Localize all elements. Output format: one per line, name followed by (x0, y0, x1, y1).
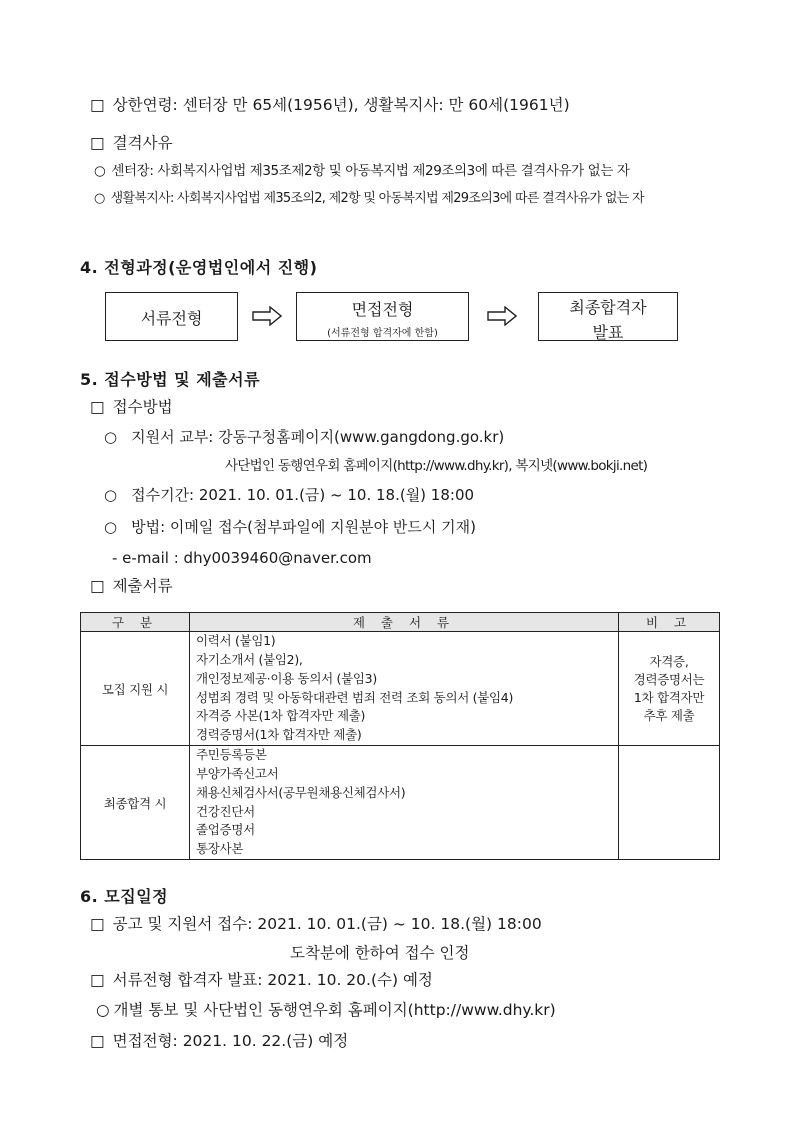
note-line: 추후 제출 (643, 707, 695, 723)
circle-bullet-icon: ○ (104, 428, 118, 446)
note-line: 경력증명서는 (633, 671, 705, 687)
circle-bullet-icon: ○ (94, 191, 105, 206)
period-text: 접수기간: 2021. 10. 01.(금) ~ 10. 18.(월) 18:00 (131, 486, 475, 504)
right-arrow-icon (487, 306, 517, 326)
square-bullet-icon: □ (90, 1032, 105, 1050)
flow-step-label: 서류전형 (140, 309, 203, 328)
square-bullet-icon: □ (90, 915, 105, 933)
table-header-cell: 제 출 서 류 (190, 613, 619, 632)
table-note-cell (619, 746, 720, 860)
circle-bullet-icon: ○ (94, 163, 106, 179)
doc-result-text: 서류전형 합격자 발표: 2021. 10. 20.(수) 예정 (112, 971, 433, 989)
table-category-cell: 모집 지원 시 (81, 632, 190, 746)
distribution-text: 지원서 교부: 강동구청홈페이지(www.gangdong.go.kr) (131, 428, 505, 446)
age-limit-text: 상한연령: 센터장 만 65세(1956년), 생활복지사: 만 60세(1961년) (112, 96, 570, 114)
document-item: 개인정보제공·이용 동의서 (붙임3) (196, 670, 377, 686)
distribution-cont-line: 사단법인 동행연우회 홈페이지(http://www.dhy.kr), 복지넷(www.bokji.net) (225, 458, 648, 474)
method-title: 접수방법 (112, 398, 173, 416)
disqualification-item-text: 센터장: 사회복지사업법 제35조제2항 및 아동복지법 제29조의3에 따른 결격사유가 없는 자 (111, 163, 630, 179)
section6-title: 6. 모집일정 (80, 887, 169, 906)
documents-title: 제출서류 (112, 577, 173, 595)
documents-table (80, 612, 720, 860)
flow-step-interview (296, 292, 469, 341)
way-text: 방법: 이메일 접수(첨부파일에 지원분야 반드시 기재) (131, 518, 476, 536)
document-item: 건강진단서 (196, 803, 255, 819)
way-line (104, 517, 476, 537)
disqualification-title: 결격사유 (112, 134, 173, 152)
flow-step-document (105, 292, 238, 341)
disqualification-item (94, 189, 644, 209)
announce-line (90, 914, 542, 934)
flow-step-label: 최종합격자 (569, 298, 647, 317)
table-header-cell: 구 분 (81, 613, 190, 632)
document-item: 졸업증명서 (196, 822, 255, 838)
square-bullet-icon: □ (90, 971, 105, 989)
disqualification-title-line (90, 133, 173, 153)
document-item: 경력증명서(1차 합격자만 제출) (196, 726, 362, 742)
documents-title-line (90, 576, 173, 596)
table-row (81, 746, 720, 860)
table-items-cell (190, 746, 619, 860)
method-title-line (90, 397, 173, 417)
notify-line (96, 1000, 556, 1020)
square-bullet-icon: □ (90, 96, 105, 114)
notify-text: 개별 통보 및 사단법인 동행연우회 홈페이지(http://www.dhy.kr) (113, 1001, 556, 1019)
table-header-cell: 비 고 (619, 613, 720, 632)
table-note-cell (619, 632, 720, 746)
interview-text: 면접전형: 2021. 10. 22.(금) 예정 (112, 1032, 349, 1050)
section4-title: 4. 전형과정(운영법인에서 진행) (80, 258, 318, 277)
document-item: 자기소개서 (붙임2), (196, 652, 303, 668)
circle-bullet-icon: ○ (104, 486, 118, 504)
announce-text: 공고 및 지원서 접수: 2021. 10. 01.(금) ~ 10. 18.(월) 18:00 (112, 915, 542, 933)
disqualification-item-text: 생활복지사: 사회복지사업법 제35조의2, 제2항 및 아동복지법 제29조의3에 따른 결격사유가 없는 자 (110, 191, 644, 206)
document-item: 이력서 (붙임1) (196, 633, 276, 649)
age-limit-line (90, 95, 570, 115)
interview-line (90, 1031, 348, 1051)
document-item: 부양가족신고서 (196, 766, 279, 782)
table-header-row (81, 613, 720, 632)
document-item: 채용신체검사서(공무원채용신체검사서) (196, 784, 406, 800)
table-row (81, 632, 720, 746)
right-arrow-icon (252, 306, 282, 326)
square-bullet-icon: □ (90, 398, 105, 416)
section5-title: 5. 접수방법 및 제출서류 (80, 370, 261, 389)
announce-note: 도착분에 한하여 접수 인정 (290, 944, 470, 962)
table-items-cell (190, 632, 619, 746)
flow-step-sublabel: (서류전형 합격자에 한함) (327, 328, 438, 339)
period-line (104, 485, 474, 505)
table-category-cell: 최종합격 시 (81, 746, 190, 860)
note-line: 자격증, (649, 653, 689, 669)
document-item: 주민등록등본 (196, 747, 267, 763)
email-line: - e-mail : dhy0039460@naver.com (112, 549, 372, 567)
flow-step-label: 발표 (592, 323, 624, 342)
note-line: 1차 합격자만 (633, 689, 705, 705)
square-bullet-icon: □ (90, 134, 105, 152)
circle-bullet-icon: ○ (104, 518, 118, 536)
circle-bullet-icon: ○ (96, 1001, 110, 1019)
doc-result-line (90, 970, 433, 990)
document-item: 자격증 사본(1차 합격자만 제출) (196, 708, 366, 724)
distribution-line (104, 427, 504, 447)
square-bullet-icon: □ (90, 577, 105, 595)
document-item: 성범죄 경력 및 아동학대관련 범죄 전력 조회 동의서 (붙임4) (196, 689, 514, 705)
document-item: 통장사본 (196, 840, 244, 856)
flow-step-label: 면접전형 (351, 300, 414, 319)
flow-step-final (538, 292, 678, 341)
disqualification-item (94, 161, 630, 181)
